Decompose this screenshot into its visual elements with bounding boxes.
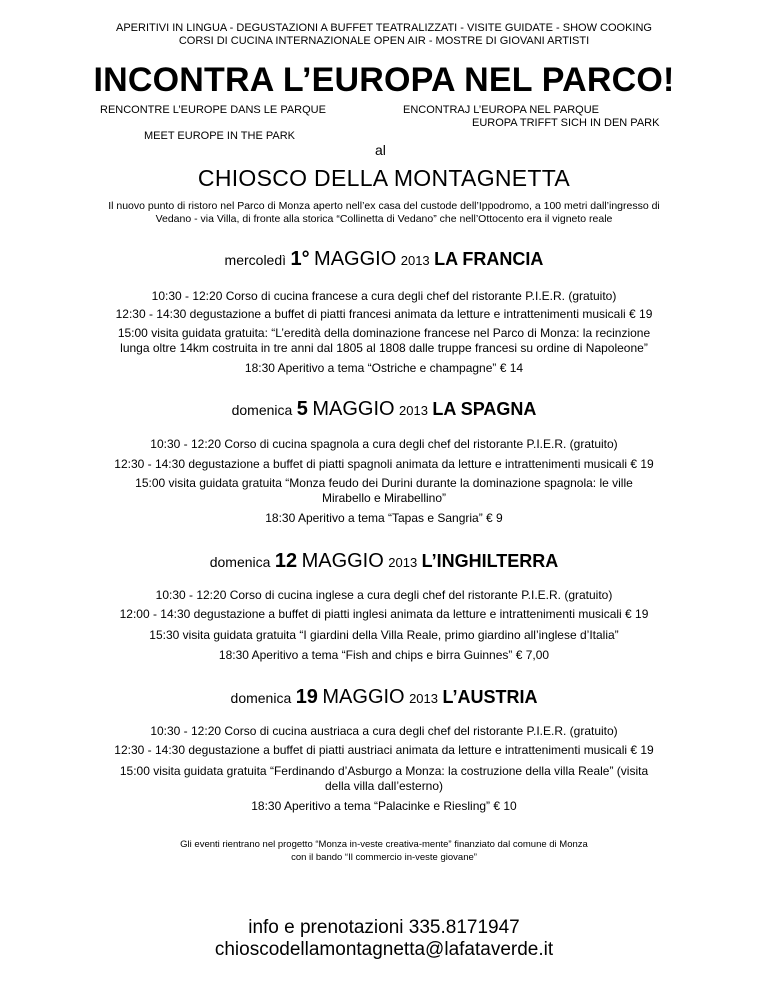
project-note-line-1: Gli eventi rientrano nel progetto “Monza in-veste creativa-mente” finanziato dal comune di Monza	[180, 839, 588, 850]
year: 2013	[388, 555, 418, 570]
project-note-line-2: con il bando “Il commercio in-veste giovane”	[291, 852, 477, 863]
event-line: 15:00 visita guidata gratuita “Ferdinando d’Asburgo a Monza: la costruzione della villa Reale” (visita	[119, 764, 649, 778]
event-line: 18:30 Aperitivo a tema “Ostriche e champagne” € 14	[244, 361, 524, 375]
event-line: 10:30 - 12:20 Corso di cucina inglese a cura degli chef del ristorante P.I.E.R. (gratuito)	[155, 588, 613, 602]
event-line: 12:30 - 14:30 degustazione a buffet di piatti austriaci animata da letture e intrattenimenti musicali € 19	[114, 743, 654, 757]
event-line: 10:30 - 12:20 Corso di cucina francese a cura degli chef del ristorante P.I.E.R. (gratuito)	[151, 289, 617, 303]
month: MAGGIO	[322, 686, 405, 708]
page-title: INCONTRA L’EUROPA NEL PARCO!	[93, 61, 675, 99]
event-line: 15:00 visita guidata gratuita “Monza feudo dei Durini durante la dominazione spagnola: le ville	[135, 476, 633, 490]
country: L’INGHILTERRA	[421, 551, 559, 571]
tagline-english: MEET EUROPE IN THE PARK	[144, 130, 295, 142]
event-line: 18:30 Aperitivo a tema “Tapas e Sangria” € 9	[265, 511, 503, 525]
year: 2013	[409, 691, 438, 706]
event-line: 15:00 visita guidata gratuita: “L’eredità della dominazione francese nel Parco di Monza: la recinzione	[117, 326, 651, 340]
day-heading	[0, 550, 768, 573]
intro-line-1: Il nuovo punto di ristoro nel Parco di Monza aperto nell’ex casa del custode dell’Ippodromo, a 100 metri dall’ingresso di	[108, 200, 660, 212]
event-line: 12:30 - 14:30 degustazione a buffet di piatti spagnoli animata da letture e intrattenimenti musicali € 19	[114, 457, 654, 471]
event-line: della villa dall’esterno)	[324, 779, 444, 793]
event-line: 18:30 Aperitivo a tema “Fish and chips e birra Guinnes” € 7,00	[218, 648, 550, 662]
month: MAGGIO	[312, 398, 395, 420]
weekday: domenica	[209, 554, 271, 570]
weekday: domenica	[230, 690, 292, 706]
weekday: mercoledì	[224, 252, 287, 268]
day-number: 1°	[290, 248, 310, 270]
country: L’AUSTRIA	[442, 687, 538, 707]
contact-email[interactable]: chioscodellamontagnetta@lafataverde.it	[214, 939, 554, 960]
tagline-esperanto: ENCONTRAJ L’EUROPA NEL PARQUE	[403, 104, 600, 116]
contact-phone: info e prenotazioni 335.8171947	[248, 917, 520, 938]
al-text: al	[375, 142, 386, 158]
event-line: 18:30 Aperitivo a tema “Palacinke e Riesling” € 10	[251, 799, 517, 813]
country: LA FRANCIA	[434, 249, 544, 269]
day-number: 12	[274, 550, 298, 572]
intro-line-2: Vedano - via Villa, di fronte alla storica “Collinetta di Vedano” che nell’Ottocento era il vigneto reale	[155, 213, 613, 225]
day-number: 19	[295, 686, 318, 708]
event-line: 15:30 visita guidata gratuita “I giardini della Villa Reale, primo giardino all’inglese d’Italia”	[149, 628, 619, 642]
year: 2013	[399, 403, 428, 418]
day-heading	[0, 398, 768, 421]
activities-line-1: APERITIVI IN LINGUA - DEGUSTAZIONI A BUFFET TEATRALIZZATI - VISITE GUIDATE - SHOW COOKING	[115, 22, 652, 34]
month: MAGGIO	[314, 248, 397, 270]
day-heading	[0, 686, 768, 709]
day-heading	[0, 248, 768, 271]
weekday: domenica	[231, 402, 293, 418]
event-line: 12:00 - 14:30 degustazione a buffet di piatti inglesi animata da letture e intrattenimenti musicali € 19	[119, 607, 649, 621]
activities-line-2: CORSI DI CUCINA INTERNAZIONALE OPEN AIR - MOSTRE DI GIOVANI ARTISTI	[178, 35, 590, 47]
venue-name: CHIOSCO DELLA MONTAGNETTA	[197, 165, 571, 191]
event-line: lunga oltre 14km costruita in tre anni dal 1805 al 1808 dalle truppe francesi su ordine di Napoleone”	[120, 341, 648, 355]
year: 2013	[400, 253, 430, 268]
event-line: 10:30 - 12:20 Corso di cucina austriaca a cura degli chef del ristorante P.I.E.R. (gratuito)	[150, 724, 618, 738]
month: MAGGIO	[301, 550, 384, 572]
event-line: Mirabello e Mirabellino”	[321, 491, 447, 505]
event-line: 12:30 - 14:30 degustazione a buffet di piatti francesi animata da letture e intrattenimenti musicali € 19	[115, 307, 653, 321]
event-line: 10:30 - 12:20 Corso di cucina spagnola a cura degli chef del ristorante P.I.E.R. (gratuito)	[150, 437, 618, 451]
tagline-french: RENCONTRE L’EUROPE DANS LE PARQUE	[100, 104, 326, 116]
tagline-german: EUROPA TRIFFT SICH IN DEN PARK	[472, 117, 660, 129]
country: LA SPAGNA	[432, 399, 537, 419]
day-number: 5	[296, 398, 308, 420]
